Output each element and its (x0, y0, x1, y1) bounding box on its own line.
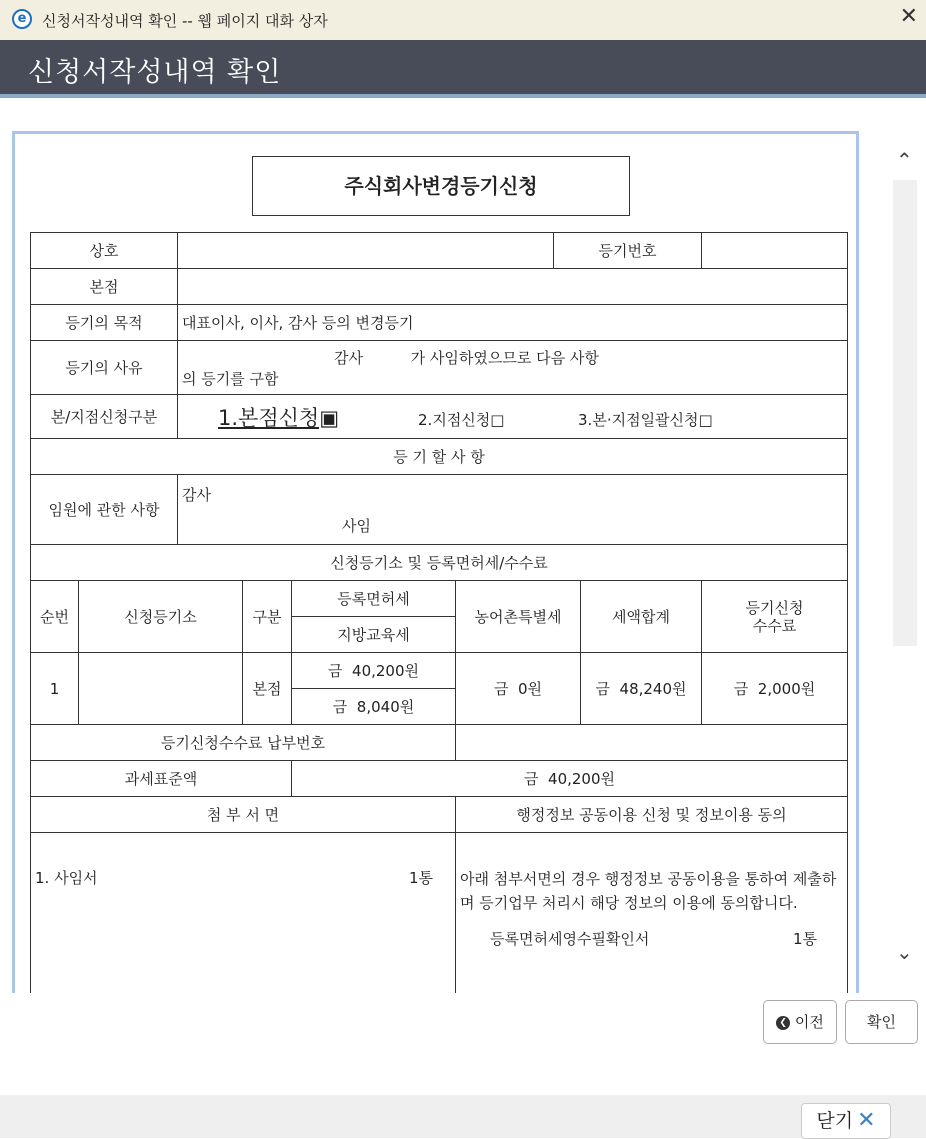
value-tax-total: 금 48,240원 (581, 653, 702, 725)
label-company: 상호 (31, 233, 178, 269)
officers-line-1: 감사 (182, 485, 211, 504)
close-icon: ✕ (857, 1108, 876, 1133)
fee-header: 신청등기소 및 등록면허세/수수료 (31, 545, 848, 581)
value-division: 본점 (243, 653, 292, 725)
value-company (178, 233, 554, 269)
scroll-track[interactable] (893, 180, 917, 646)
form-table (30, 232, 848, 993)
reason-line-2: 의 등기를 구함 (182, 369, 279, 388)
value-reg-no (702, 233, 848, 269)
label-fee: 등기신청 수수료 (702, 581, 848, 653)
attach-item: 1. 사임서 (35, 869, 98, 887)
label-rural-tax: 농어촌특별세 (456, 581, 581, 653)
value-head-office (178, 269, 848, 305)
value-tax-base: 금 40,200원 (292, 761, 848, 797)
value-rural-tax: 금 0원 (456, 653, 581, 725)
close-button[interactable] (801, 1103, 891, 1139)
branch-option-head: 1.본점신청▣ (218, 405, 340, 430)
label-reg-tax: 등록면허세 (292, 581, 456, 617)
dialog-footer (0, 1095, 926, 1138)
label-division: 구분 (243, 581, 292, 653)
window-close-icon[interactable]: ✕ (899, 4, 918, 29)
branch-option-both: 3.본·지점일괄신청□ (578, 410, 713, 429)
label-reg-no: 등기번호 (554, 233, 702, 269)
consent-text: 아래 첨부서면의 경우 행정정보 공동이용을 통하여 제출하며 등기업무 처리시 해당 정보의 이용에 동의합니다. (460, 870, 837, 912)
consent-item: 등록면허세영수필확인서 (490, 930, 650, 948)
prev-button[interactable] (763, 1000, 837, 1044)
close-label: 닫기 (816, 1110, 854, 1132)
label-reason: 등기의 사유 (31, 341, 178, 395)
label-officers: 임원에 관한 사항 (31, 475, 178, 545)
value-branch-type (178, 395, 848, 439)
label-consent: 행정정보 공동이용 신청 및 정보이용 동의 (456, 797, 848, 833)
value-seq: 1 (31, 653, 79, 725)
label-local-edu-tax: 지방교육세 (292, 617, 456, 653)
document-viewer[interactable] (12, 131, 859, 993)
value-officers (178, 475, 848, 545)
prev-icon: ❮ (776, 1016, 790, 1030)
value-reg-tax: 금 40,200원 (292, 653, 456, 689)
confirm-button[interactable]: 확인 (845, 1000, 918, 1044)
attach-count: 1통 (408, 869, 434, 887)
label-seq: 순번 (31, 581, 79, 653)
value-local-edu-tax: 금 8,040원 (292, 689, 456, 725)
consent-count: 1통 (792, 930, 818, 948)
attachments-cell (31, 833, 456, 994)
branch-option-branch: 2.지점신청□ (418, 410, 505, 429)
dialog-title: 신청서작성내역 확인 (28, 57, 282, 88)
scroll-down-icon[interactable]: ⌄ (896, 940, 913, 964)
label-purpose: 등기의 목적 (31, 305, 178, 341)
window-title: 신청서작성내역 확인 -- 웹 페이지 대화 상자 (42, 12, 328, 30)
officers-line-2: 사임 (342, 516, 371, 535)
form-title: 주식회사변경등기신청 (252, 156, 630, 216)
label-office: 신청등기소 (79, 581, 243, 653)
value-purpose: 대표이사, 이사, 감사 등의 변경등기 (178, 305, 848, 341)
value-reason (178, 341, 848, 395)
dialog-header (0, 40, 926, 98)
reason-line-1: 감사 가 사임하였으므로 다음 사항 (334, 348, 599, 367)
value-office (79, 653, 243, 725)
label-payment-no: 등기신청수수료 납부번호 (31, 725, 456, 761)
value-fee: 금 2,000원 (702, 653, 848, 725)
prev-label: 이전 (794, 1013, 824, 1031)
vertical-scrollbar[interactable] (890, 140, 920, 970)
value-payment-no (456, 725, 848, 761)
label-tax-base: 과세표준액 (31, 761, 292, 797)
ie-icon: e (12, 9, 32, 29)
label-branch-type: 본/지점신청구분 (31, 395, 178, 439)
consent-cell (456, 833, 848, 994)
scroll-up-icon[interactable]: ⌃ (896, 148, 913, 172)
items-header: 등 기 할 사 항 (31, 439, 848, 475)
label-attachments: 첨 부 서 면 (31, 797, 456, 833)
label-head-office: 본점 (31, 269, 178, 305)
window-titlebar (0, 0, 926, 40)
label-tax-total: 세액합계 (581, 581, 702, 653)
consent-item-row (460, 927, 843, 951)
